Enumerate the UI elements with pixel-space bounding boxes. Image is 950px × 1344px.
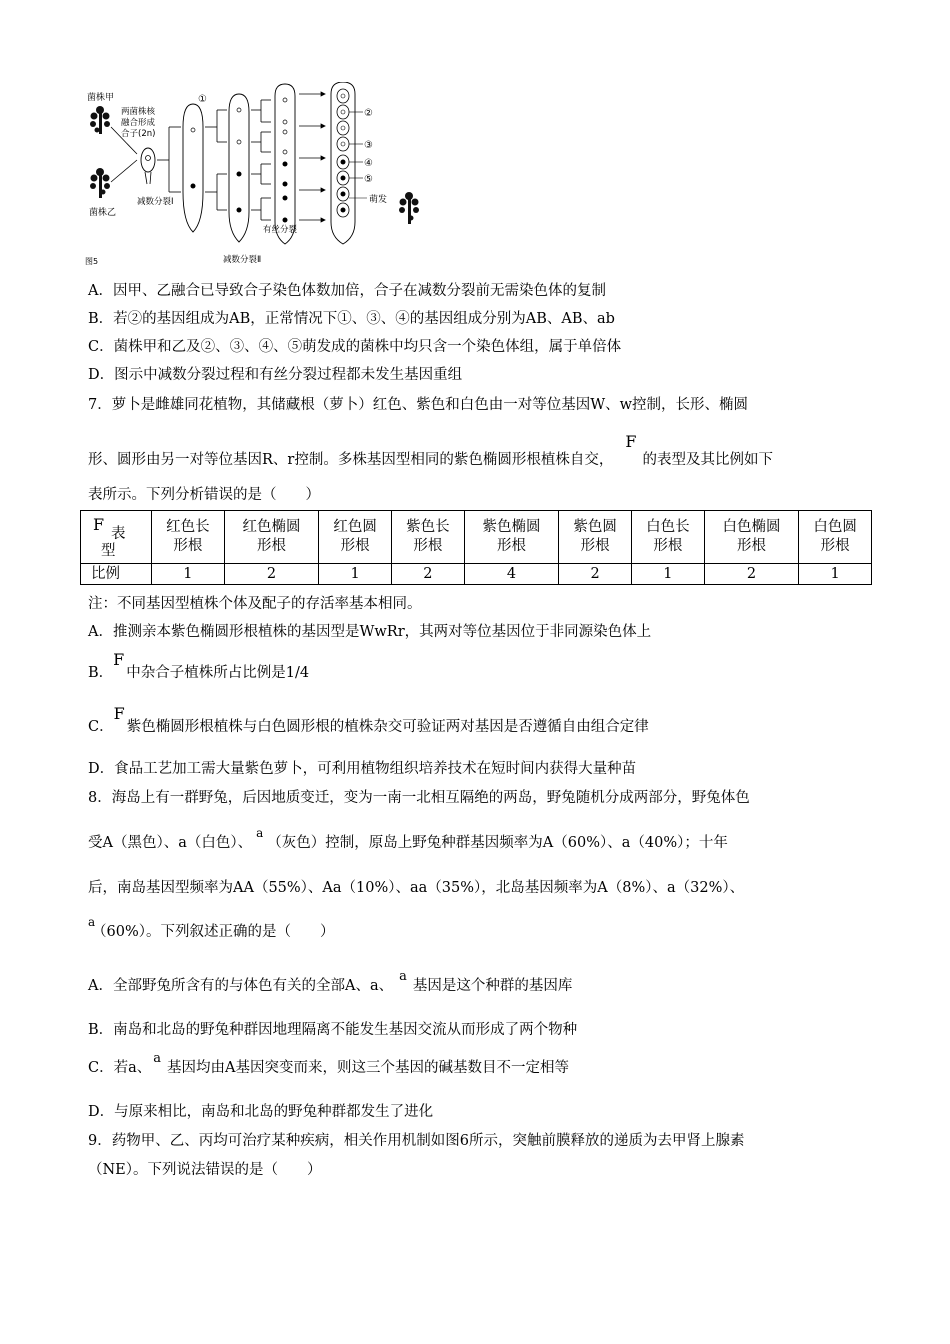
q7-optb-f-symbol: F (113, 650, 125, 669)
q8-option-b: B．南岛和北岛的野兔种群因地理隔离不能发生基因交流从而形成了两个物种 (88, 1022, 578, 1038)
q8-option-c: C．若a、a基因均由A基因突变而来，则这三个基因的碱基数目不一定相等 (88, 1051, 569, 1076)
table-ratio-row (81, 564, 872, 585)
figure-caption: 图5 (85, 257, 99, 266)
q7-option-d: D．食品工艺加工需大量紫色萝卜，可利用植物组织培养技术在短时间内获得大量种苗 (88, 761, 637, 777)
q7-stem-line2-b: 的表型及其比例如下 (642, 452, 773, 468)
strain-b-label: 菌株乙 (89, 208, 117, 218)
q6-option-a: A．因甲、乙融合已导致合子染色体数加倍，合子在减数分裂前无需染色体的复制 (88, 283, 606, 299)
q9-stem-line2: （NE）。下列说法错误的是（ ） (88, 1162, 322, 1178)
q7-option-c: C．F紫色椭圆形根植株与白色圆形根的植株杂交可验证两对基因是否遵循自由组合定律 (88, 704, 649, 735)
phenotype-table (80, 510, 872, 585)
mitosis-label: 有丝分裂 (263, 225, 298, 235)
table-row-label: 比例 (81, 564, 152, 585)
table-col-4: 紫色长 形根 (392, 511, 465, 564)
table-col-7: 白色长 形根 (632, 511, 705, 564)
q9-stem-line1: 9．药物甲、乙、丙均可治疗某种疾病，相关作用机制如图6所示，突触前膜释放的递质为去甲肾上腺素 (88, 1133, 745, 1149)
fusion-note-3: 合子(2n) (121, 129, 156, 139)
ratio-cell: 2 (224, 564, 319, 585)
mark-5: ⑤ (364, 174, 373, 185)
q8-stem-line4: （60%）。下列叙述正确的是（ ） (92, 924, 335, 940)
q8-stem-line2: 受A（黑色）、a（白色）、$^a$（灰色）控制，原岛上野兔种群基因频率为A（60%）、a（40%）；十年 (88, 826, 728, 851)
q7-stem-line1: 7．萝卜是雌雄同花植物，其储藏根（萝卜）红色、紫色和白色由一对等位基因W、w控制，长形、椭圆 (88, 397, 749, 413)
mark-2: ② (364, 108, 373, 119)
ascus-meiosis2 (229, 94, 249, 242)
table-col-8: 白色椭圆 形根 (704, 511, 799, 564)
ratio-cell: 1 (799, 564, 872, 585)
q8-stem-line1: 8．海岛上有一群野兔，后因地质变迁，变为一南一北相互隔绝的两岛，野兔随机分成两部分，野兔体色 (88, 790, 750, 806)
q7-optc-f-symbol: F (113, 704, 125, 723)
q8-stem-line3: 后，南岛基因型频率为AA（55%）、Aa（10%）、aa（35%），北岛基因频率为A（8%）、a（32%）、 (88, 880, 745, 896)
q7-stem-line2 (88, 432, 773, 470)
ratio-cell: 4 (464, 564, 559, 585)
ratio-cell: 1 (632, 564, 705, 585)
meiosis1-label: 减数分裂Ⅰ (137, 197, 174, 207)
q8-a-prime-symbol: a (256, 826, 264, 840)
table-col-9: 白色圆 形根 (799, 511, 872, 564)
table-col-2: 红色椭圆 形根 (224, 511, 319, 564)
fusion-note-2: 融合形成 (121, 118, 156, 128)
mark-1: ① (198, 94, 207, 105)
table-col-1: 红色长 形根 (152, 511, 225, 564)
strain-b-fungus-icon (90, 168, 110, 198)
mark-3: ③ (364, 140, 373, 151)
q7-stem-line2-a: 形、圆形由另一对等位基因R、r控制。多株基因型相同的紫色椭圆形根植株自交， (88, 452, 614, 468)
strain-a-fungus-icon (90, 106, 110, 134)
table-header-row (81, 511, 872, 564)
fusion-note-1: 两菌株核 (121, 107, 156, 117)
ratio-cell: 2 (704, 564, 799, 585)
q8-option-a: A．全部野兔所含有的与体色有关的全部A、a、a基因是这个种群的基因库 (88, 969, 573, 994)
germinated-fungus-icon (399, 192, 419, 224)
table-col-3: 红色圆 形根 (319, 511, 392, 564)
q6-option-b: B．若②的基因组成为AB，正常情况下①、③、④的基因组成分别为AB、AB、ab (88, 311, 615, 327)
table-col-5: 紫色椭圆 形根 (464, 511, 559, 564)
q7-option-b: B．F中杂合子植株所占比例是1/4 (88, 650, 310, 681)
q6-option-d: D．图示中减数分裂过程和有丝分裂过程都未发生基因重组 (88, 367, 463, 383)
table-col-6: 紫色圆 形根 (559, 511, 632, 564)
strain-a-label: 菌株甲 (87, 93, 115, 103)
zygote-cell (141, 148, 155, 172)
figure-5-meiosis-diagram (85, 82, 430, 267)
ratio-cell: 1 (319, 564, 392, 585)
table-head-phenotype: F 表 型 (81, 511, 152, 564)
q8-option-d: D．与原来相比，南岛和北岛的野兔种群都发生了进化 (88, 1104, 434, 1120)
q7-f1-symbol: F (625, 432, 637, 451)
meiosis2-label: 减数分裂Ⅱ (223, 255, 262, 265)
ascus-meiosis1 (183, 104, 203, 232)
q8-a-prime-symbol-2: a (88, 915, 96, 929)
ratio-cell: 1 (152, 564, 225, 585)
q6-option-c: C．菌株甲和乙及②、③、④、⑤萌发成的菌株中均只含一个染色体组，属于单倍体 (88, 339, 622, 355)
ratio-cell: 2 (559, 564, 632, 585)
q7-option-a: A．推测亲本紫色椭圆形根植株的基因型是WwRr，其两对等位基因位于非同源染色体上 (88, 624, 652, 640)
ratio-cell: 2 (392, 564, 465, 585)
q7-stem-line3: 表所示。下列分析错误的是（ ） (88, 487, 320, 503)
q7-note: 注：不同基因型植株个体及配子的存活率基本相同。 (88, 596, 422, 612)
germinate-label: 萌发 (369, 195, 388, 205)
mark-4: ④ (364, 158, 373, 169)
